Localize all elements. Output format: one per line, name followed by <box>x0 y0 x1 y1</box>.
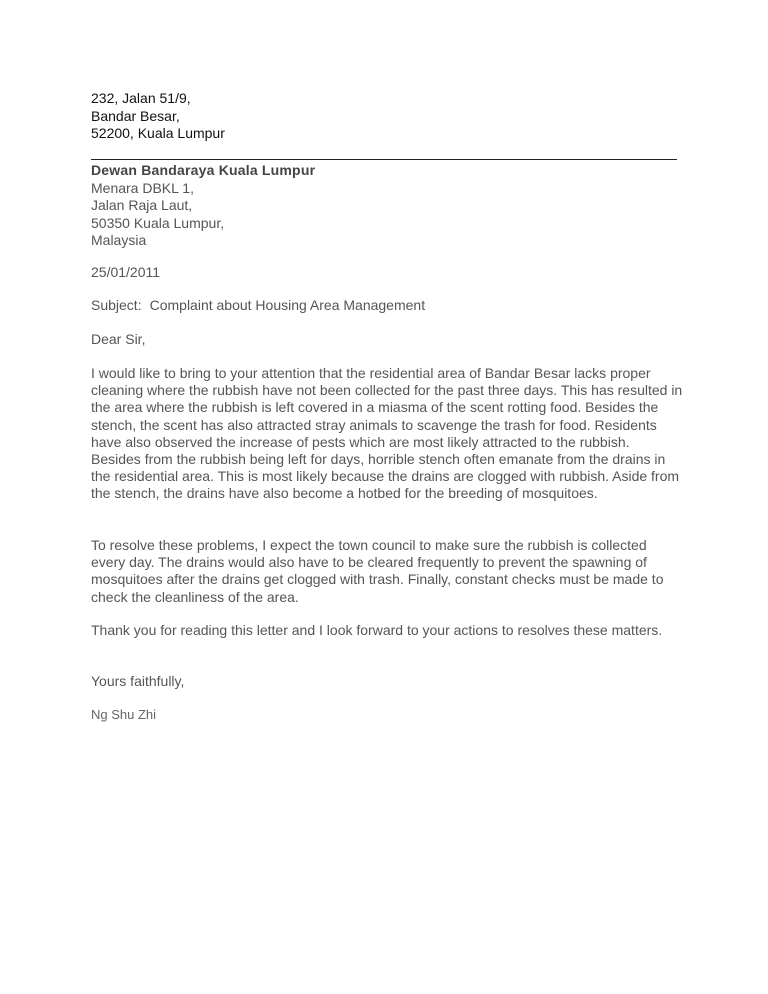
subject-line <box>91 297 683 314</box>
recipient-address-line: Menara DBKL 1, <box>91 179 194 196</box>
recipient-address-line: Jalan Raja Laut, <box>91 197 193 213</box>
address-divider <box>91 159 677 160</box>
body-paragraph: I would like to bring to your attention that the residential area of Bandar Besar lacks proper cleaning where the rubbish have not been collected for the past three days. This has resulted in the area where the rubbish is left covered in a miasma of the scent rotting food. Besides the stench, the scent has also attracted stray animals to scavenge the trash for food. Residents have also observed the increase of pests which are most likely attracted to the rubbish. Besides from the rubbish being left for days, horrible stench often emanate from the drains in the residential area. This is most likely because the drains are clogged with rubbish. Aside from the stench, the drains have also become a hotbed for the breeding of mosquitoes. <box>91 365 683 502</box>
subject-label: Subject: <box>91 297 142 313</box>
signature-name: Ng Shu Zhi <box>91 707 157 722</box>
sender-address-line: Bandar Besar, <box>91 107 180 124</box>
closing: Yours faithfully, <box>91 673 185 689</box>
sender-address-line: 52200, Kuala Lumpur <box>91 125 225 141</box>
salutation: Dear Sir, <box>91 331 146 347</box>
recipient-organization: Dewan Bandaraya Kuala Lumpur <box>91 162 316 178</box>
recipient-address <box>91 162 315 250</box>
letter-date: 25/01/2011 <box>91 264 161 280</box>
body-paragraph: Thank you for reading this letter and I look forward to your actions to resolves these matters. <box>91 622 663 638</box>
sender-address-line: 232, Jalan 51/9, <box>91 90 191 106</box>
recipient-address-line: Malaysia <box>91 232 147 248</box>
sender-address <box>91 90 225 143</box>
body-paragraph: To resolve these problems, I expect the town council to make sure the rubbish is collected every day. The drains would also have to be cleared frequently to prevent the spawning of mosquitoes after the drains get clogged with trash. Finally, constant checks must be made to check the cleanliness of the area. <box>91 537 664 605</box>
recipient-address-line: 50350 Kuala Lumpur, <box>91 214 225 231</box>
subject-text: Complaint about Housing Area Management <box>149 297 426 313</box>
